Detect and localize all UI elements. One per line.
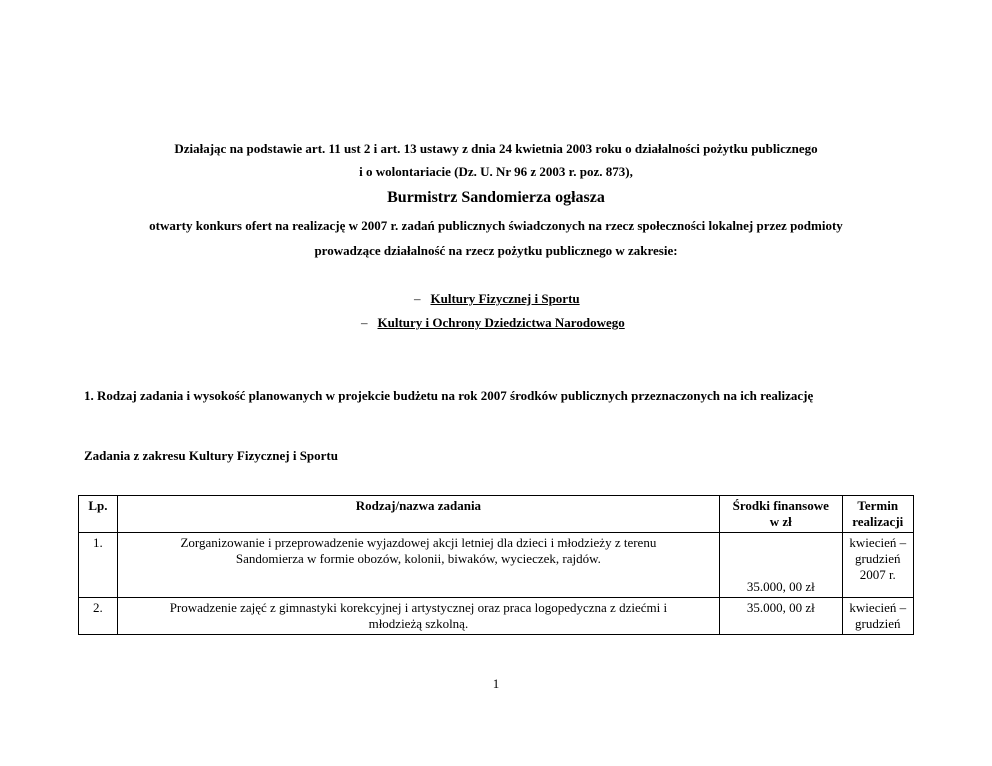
area-item-1 xyxy=(414,291,580,307)
table-row xyxy=(79,533,914,598)
term-line2: grudzień xyxy=(855,616,901,631)
cell-task-name xyxy=(117,598,719,635)
subsection-heading: Zadania z zakresu Kultury Fizycznej i Sportu xyxy=(84,448,338,463)
header-line-1: Działając na podstawie art. 11 ust 2 i art. 13 ustawy z dnia 24 kwietnia 2003 roku o działalności pożytku publicznego xyxy=(174,141,818,156)
task-name-line2: Sandomierza w formie obozów, kolonii, biwaków, wycieczek, rajdów. xyxy=(235,551,601,566)
cell-task-name xyxy=(117,533,719,598)
area-item-2 xyxy=(361,315,625,331)
term-line2: grudzień xyxy=(855,551,901,566)
area-label: Kultury i Ochrony Dziedzictwa Narodowego xyxy=(377,315,625,330)
header-line-4: prowadzące działalność na rzecz pożytku publicznego w zakresie: xyxy=(314,243,678,258)
header-term xyxy=(842,496,913,533)
cell-funds: 35.000, 00 zł xyxy=(720,533,842,598)
header-funds xyxy=(720,496,842,533)
task-name-line1: Prowadzenie zajęć z gimnastyki korekcyjnej i artystycznej oraz praca logopedyczna z dziećmi i xyxy=(169,600,668,615)
page-number: 1 xyxy=(492,676,500,691)
header-term-line1: Termin xyxy=(857,498,899,513)
table-row xyxy=(79,598,914,635)
dash-bullet: – xyxy=(361,315,368,330)
header-task-name: Rodzaj/nazwa zadania xyxy=(117,496,719,533)
table-header-row xyxy=(79,496,914,533)
header-funds-line1: Środki finansowe xyxy=(732,498,829,513)
task-name-line1: Zorganizowanie i przeprowadzenie wyjazdowej akcji letniej dla dzieci i młodzieży z terenu xyxy=(180,535,657,550)
cell-lp: 2. xyxy=(79,598,118,635)
cell-lp: 1. xyxy=(79,533,118,598)
area-label: Kultury Fizycznej i Sportu xyxy=(430,291,580,306)
header-line-2: i o wolontariacie (Dz. U. Nr 96 z 2003 r. poz. 873), xyxy=(359,164,633,179)
cell-term xyxy=(842,533,913,598)
task-name-line2: młodzieżą szkolną. xyxy=(368,616,469,631)
cell-funds: 35.000, 00 zł xyxy=(720,598,842,635)
term-line1: kwiecień – xyxy=(849,535,907,550)
cell-term xyxy=(842,598,913,635)
header-line-3: otwarty konkurs ofert na realizację w 2007 r. zadań publicznych świadczonych na rzecz społeczności lokalnej przez podmioty xyxy=(149,218,843,233)
header-term-line2: realizacji xyxy=(852,514,904,529)
announcement-title: Burmistrz Sandomierza ogłasza xyxy=(387,189,605,206)
section-1-heading: 1. Rodzaj zadania i wysokość planowanych w projekcie budżetu na rok 2007 środków publicznych przeznaczonych na ich realizację xyxy=(84,388,814,403)
term-line1: kwiecień – xyxy=(849,600,907,615)
header-funds-line2: w zł xyxy=(769,514,792,529)
dash-bullet: – xyxy=(414,291,421,306)
term-line3: 2007 r. xyxy=(859,567,896,582)
tasks-table xyxy=(78,495,914,635)
header-lp: Lp. xyxy=(79,496,118,533)
